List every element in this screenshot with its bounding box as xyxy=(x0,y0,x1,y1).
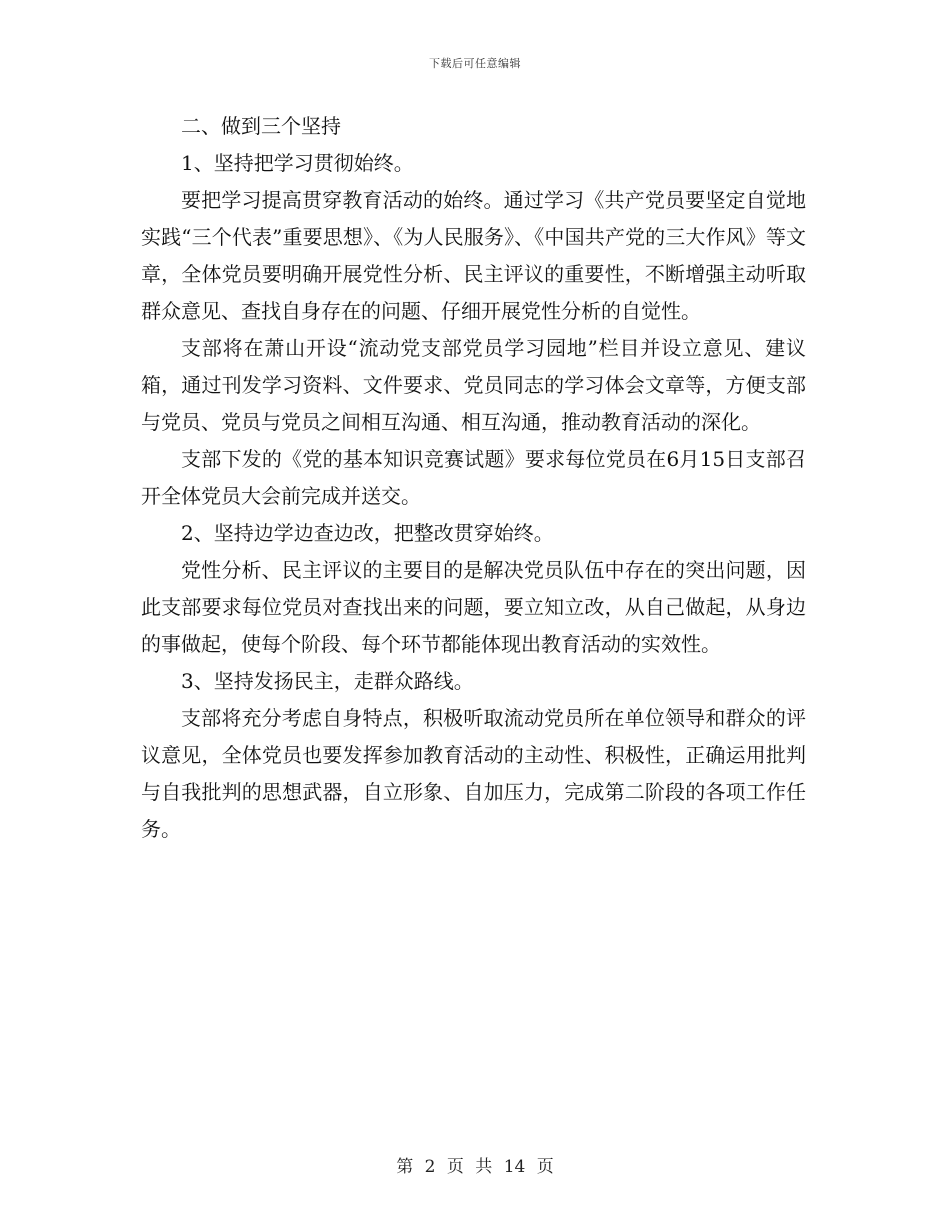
page-number-footer: 第 2 页 共 14 页 xyxy=(396,1157,554,1177)
subsection-heading: 2、坚持边学边查边改，把整改贯穿始终。 xyxy=(181,521,554,545)
section-heading: 二、做到三个坚持 xyxy=(181,114,341,138)
body-paragraph: 支部下发的《党的基本知识竞赛试题》要求每位党员在6月15日支部召开全体党员大会前完成并送交。 xyxy=(141,447,806,508)
body-paragraph: 党性分析、民主评议的主要目的是解决党员队伍中存在的突出问题，因此支部要求每位党员对查找出来的问题，要立知立改，从自己做起，从身边的事做起，使每个阶段、每个环节都能体现出教育活动的实效性。 xyxy=(141,558,806,656)
body-paragraph: 支部将充分考虑自身特点，积极听取流动党员所在单位领导和群众的评议意见，全体党员也要发挥参加教育活动的主动性、积极性，正确运用批判与自我批判的思想武器，自立形象、自加压力，完成第二阶段的各项工作任务。 xyxy=(141,706,806,841)
page-header: 下载后可任意编辑 xyxy=(429,57,521,70)
body-paragraph: 支部将在萧山开设“流动党支部党员学习园地”栏目并设立意见、建议箱，通过刊发学习资料、文件要求、党员同志的学习体会文章等，方便支部与党员、党员与党员之间相互沟通、相互沟通，推动教育活动的深化。 xyxy=(141,336,806,434)
subsection-heading: 3、坚持发扬民主，走群众路线。 xyxy=(181,669,474,693)
document-body xyxy=(141,108,806,848)
subsection-heading: 1、坚持把学习贯彻始终。 xyxy=(181,151,414,175)
body-paragraph: 要把学习提高贯穿教育活动的始终。通过学习《共产党员要坚定自觉地实践“三个代表”重要思想》、《为人民服务》、《中国共产党的三大作风》等文章，全体党员要明确开展党性分析、民主评议的重要性，不断增强主动听取群众意见、查找自身存在的问题、仔细开展党性分析的自觉性。 xyxy=(141,188,806,323)
